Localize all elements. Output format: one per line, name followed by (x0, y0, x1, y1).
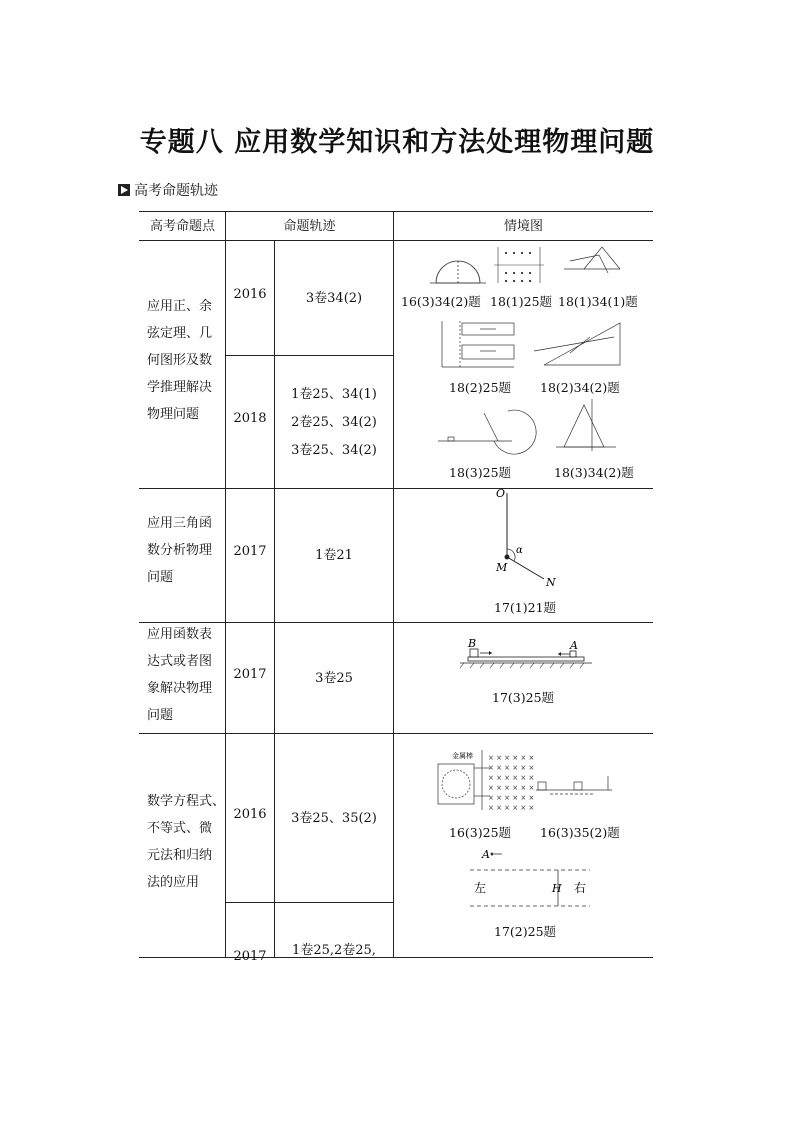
section-heading (118, 180, 218, 200)
svg-text:× × × × × ×: × × × × × × (488, 794, 535, 802)
figure-caption: 16(3)34(2)题 (401, 294, 481, 309)
track-cell: 3卷34(2) (305, 291, 363, 306)
svg-text:× × × × × ×: × × × × × × (488, 784, 535, 792)
kp-line: 法的应用 (147, 875, 200, 890)
semicircle-figure (430, 261, 486, 283)
label-left: 左 (474, 881, 487, 895)
figure-caption: 17(3)25题 (492, 690, 555, 705)
kp-line: 达式或者图 (147, 654, 213, 669)
section-heading-label: 高考命题轨迹 (134, 183, 218, 199)
year-cell: 2017 (233, 544, 267, 559)
track-cell: 1卷25,2卷25, (292, 943, 376, 958)
figure-caption: 17(2)25题 (494, 924, 557, 939)
svg-text:× × × × × ×: × × × × × × (488, 774, 535, 782)
board-figure (394, 623, 653, 733)
kp-line: 象解决物理 (147, 681, 213, 696)
figure-caption: 16(3)35(2)题 (540, 825, 620, 840)
isosceles-triangle-figure (556, 399, 616, 451)
label-M: M (496, 561, 508, 574)
page-title: 专题八 应用数学知识和方法处理物理问题 (139, 127, 655, 158)
year-cell: 2018 (233, 411, 267, 426)
kp-line: 何图形及数 (147, 353, 213, 368)
label-metal-rod: 金属棒 (452, 752, 473, 760)
prism-figure (564, 247, 620, 273)
cross-marks (488, 754, 534, 812)
figure-caption: 18(2)25题 (449, 380, 512, 395)
year-cell: 2016 (233, 807, 267, 822)
knowledge-point-1 (147, 293, 225, 428)
figure-caption: 18(1)34(1)题 (558, 294, 638, 309)
circular-track-figure (438, 410, 536, 454)
kp-line: 不等式、微 (147, 821, 213, 836)
label-N: N (546, 576, 556, 589)
svg-text:× × × × × ×: × × × × × × (488, 764, 535, 772)
kp-line: 应用函数表 (147, 627, 213, 642)
knowledge-point-3 (147, 621, 225, 729)
field-grid-figure (494, 247, 544, 283)
label-H: H (552, 882, 562, 895)
kp-line: 数分析物理 (147, 543, 213, 558)
figure-caption: 18(3)25题 (449, 465, 512, 480)
figure-caption: 18(1)25题 (490, 294, 553, 309)
year-cell: 2016 (233, 287, 267, 302)
field-regions-figure (442, 321, 514, 367)
figure-caption: 18(3)34(2)题 (554, 465, 634, 480)
label-right: 右 (574, 881, 587, 895)
kp-line: 问题 (147, 570, 174, 585)
kp-line: 数学方程式、 (147, 794, 226, 809)
kp-line: 弦定理、几 (147, 326, 213, 341)
svg-text:× × × × × ×: × × × × × × (488, 754, 535, 762)
blocks-track-figure (536, 776, 612, 794)
track-cell: 1卷21 (315, 548, 353, 563)
label-O: O (496, 487, 506, 500)
track-cell: 3卷25、34(2) (291, 443, 377, 458)
figure-caption: 16(3)25题 (449, 825, 512, 840)
knowledge-point-4 (147, 788, 225, 896)
kp-line: 问题 (147, 708, 174, 723)
knowledge-point-2 (147, 510, 225, 591)
track-cell: 1卷25、34(1) (291, 387, 377, 402)
figure-caption: 17(1)21题 (494, 600, 557, 615)
track-cell: 3卷25 (315, 671, 353, 686)
triangle-prism-figure (534, 323, 620, 365)
header-knowledge-point: 高考命题点 (149, 219, 215, 234)
kp-line: 应用正、余 (147, 299, 213, 314)
year-cell: 2017 (233, 949, 267, 964)
kp-line: 应用三角函 (147, 516, 213, 531)
label-A: A (570, 639, 578, 652)
track-cell: 2卷25、34(2) (291, 415, 377, 430)
field-boundary-figure (470, 854, 590, 906)
header-figure: 情境图 (503, 219, 543, 234)
kp-line: 元法和归纳 (147, 848, 213, 863)
label-A2: A (482, 848, 490, 861)
label-B: B (468, 637, 477, 650)
svg-text:× × × × × ×: × × × × × × (488, 804, 535, 812)
play-triangle-icon (118, 184, 130, 196)
figure-group-geometry (394, 241, 653, 488)
header-track: 命题轨迹 (283, 219, 336, 234)
track-cell: 3卷25、35(2) (291, 811, 377, 826)
kp-line: 物理问题 (147, 407, 200, 422)
kp-line: 学推理解决 (147, 380, 213, 395)
figure-caption: 18(2)34(2)题 (540, 380, 620, 395)
label-alpha: α (516, 545, 523, 556)
year-cell: 2017 (233, 667, 267, 682)
